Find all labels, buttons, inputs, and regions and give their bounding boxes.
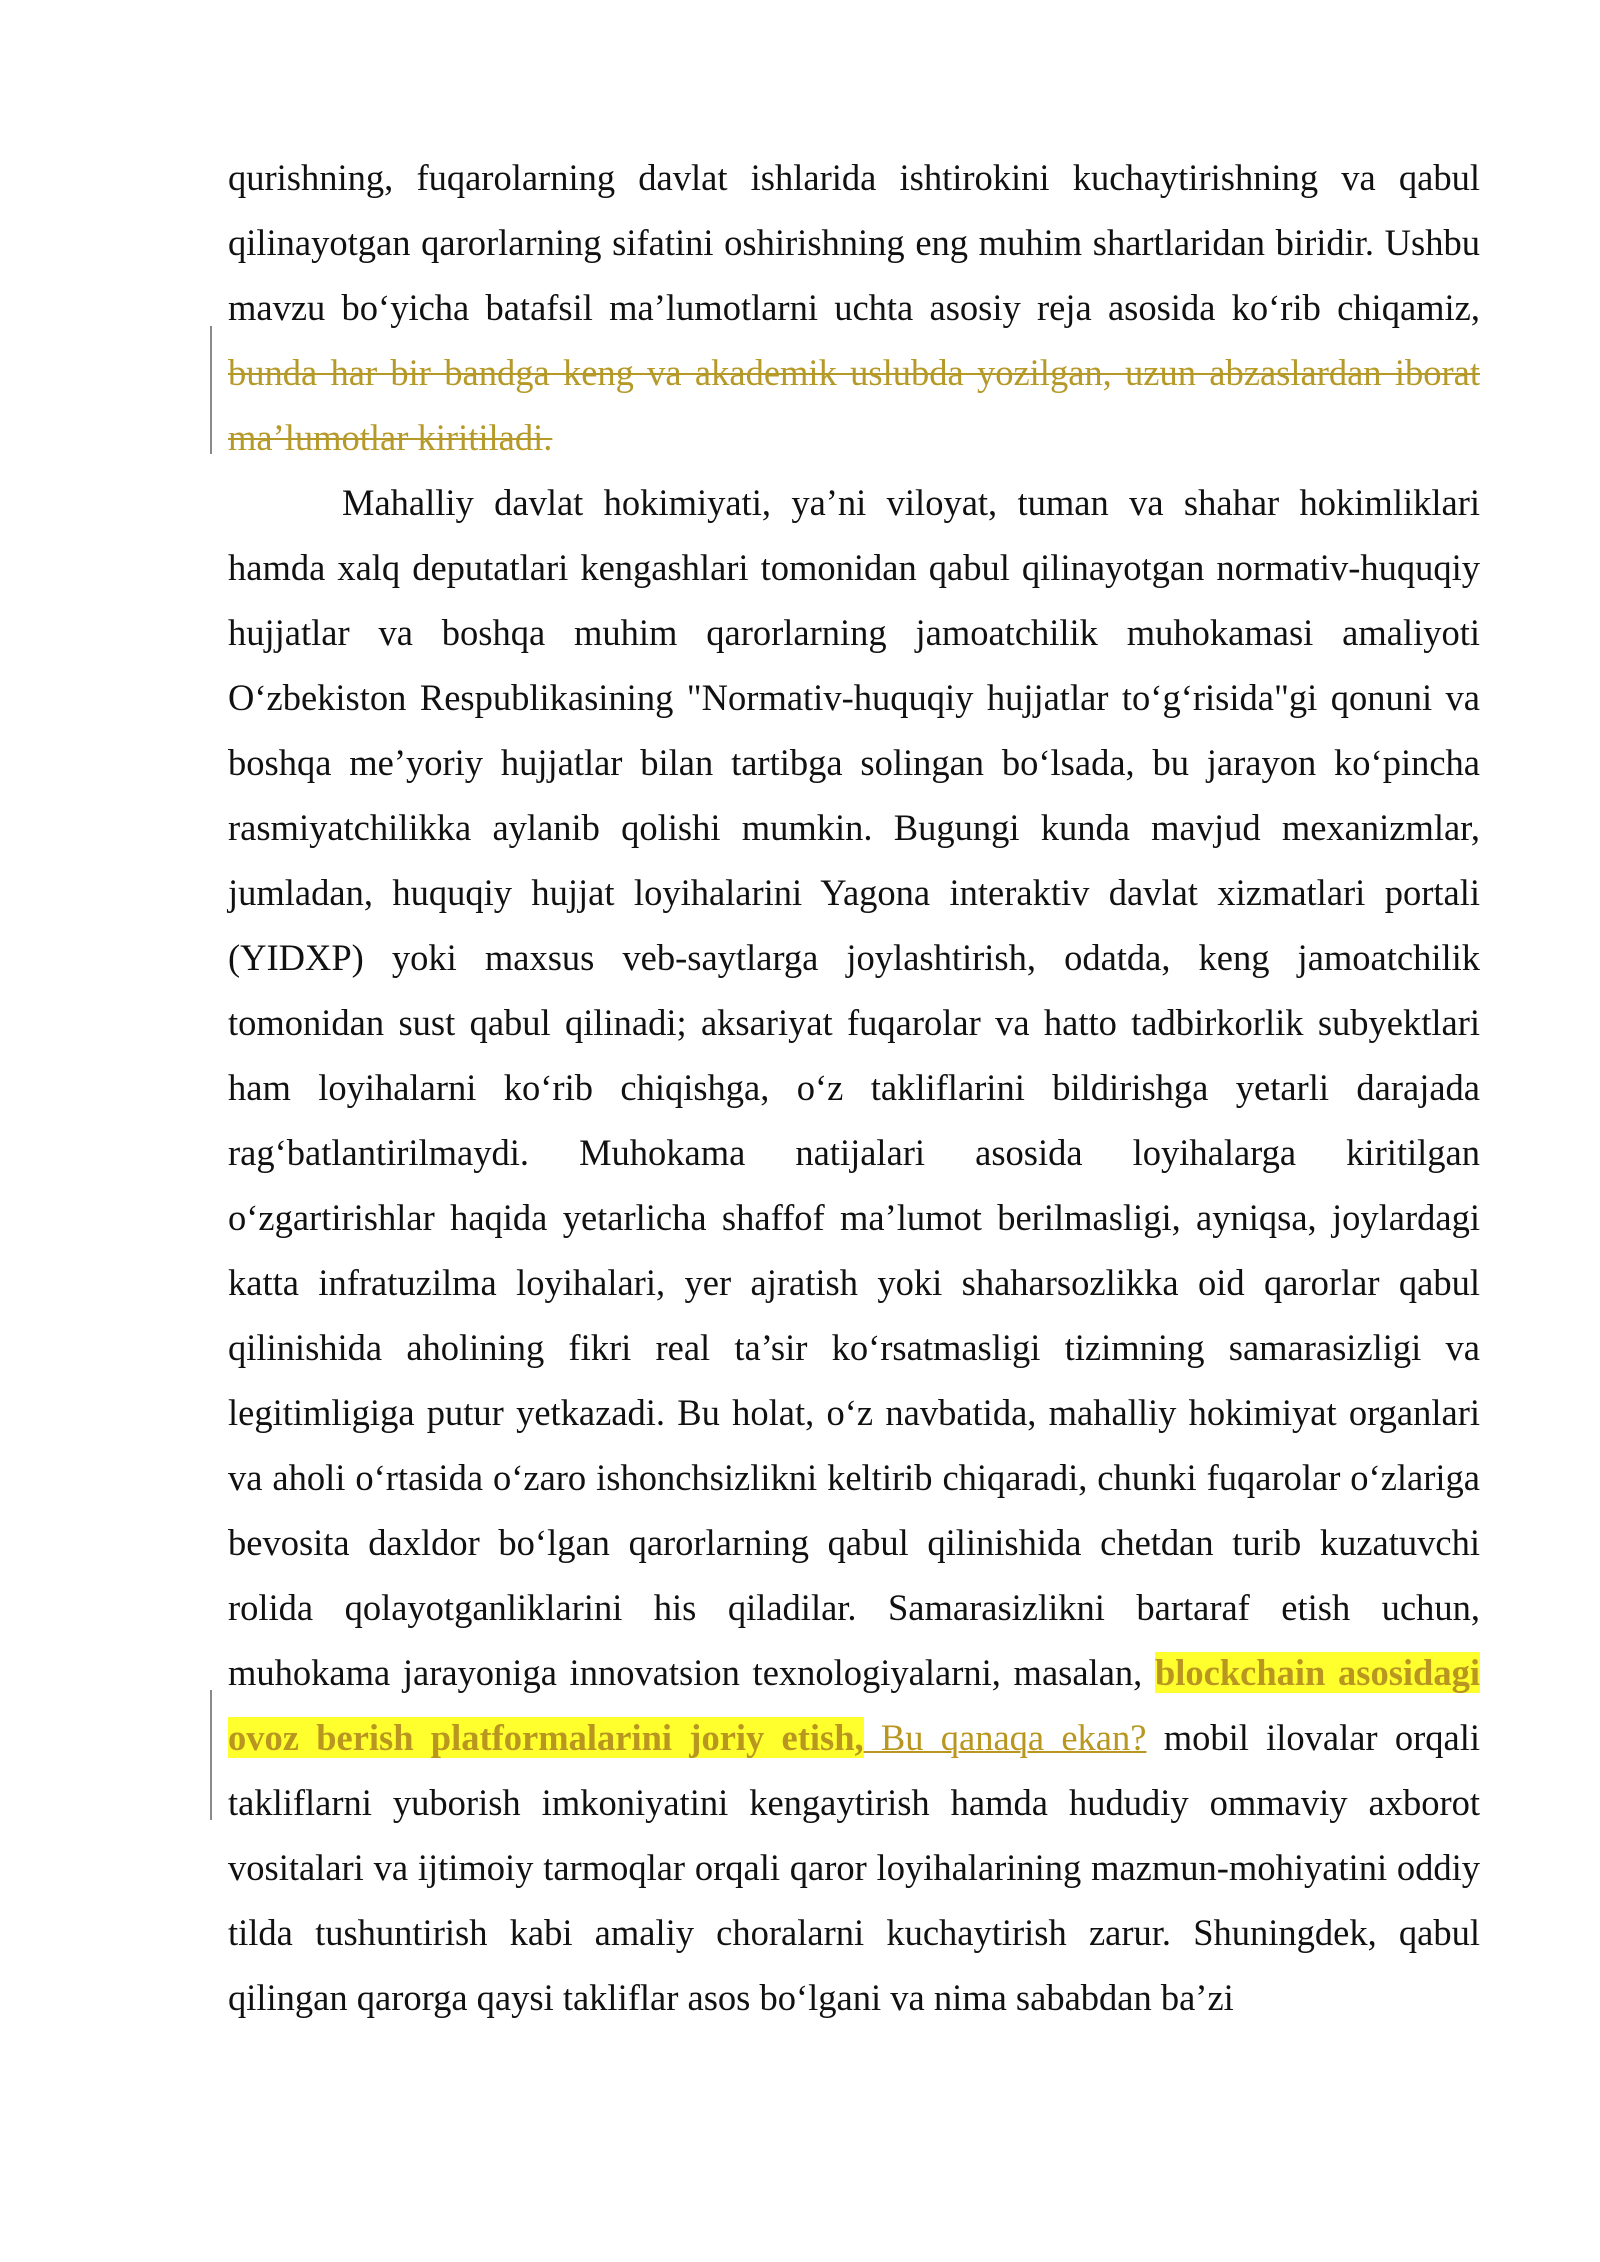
paragraph-2 — [228, 470, 1480, 2030]
change-bar — [210, 326, 212, 454]
tracked-insertion-comment[interactable]: Bu qanaqa ekan? — [863, 1717, 1147, 1758]
tracked-insertion-highlighted[interactable]: blockchain asosidagi ovoz berish platformalarini joriy etish, — [228, 1652, 1480, 1758]
change-bar — [210, 1690, 212, 1820]
paragraph-2-text-before: Mahalliy davlat hokimiyati, ya’ni viloyat, tuman va shahar hokimliklari hamda xalq deputatlari kengashlari tomonidan qabul qilinayotgan normativ-huquqiy hujjatlar va boshqa muhim qarorlarning jamoatchilik muhokamasi amaliyoti O‘zbekiston Respublikasining "Normativ-huquqiy hujjatlar to‘g‘risida"gi qonuni va boshqa me’yoriy hujjatlar bilan tartibga solingan bo‘lsada, bu jarayon ko‘pincha rasmiyatchilikka aylanib qolishi mumkin. Bugungi kunda mavjud mexanizmlar, jumladan, huquqiy hujjat loyihalarini Yagona interaktiv davlat xizmatlari portali (YIDXP) yoki maxsus veb-saytlarga joylashtirish, odatda, keng jamoatchilik tomonidan sust qabul qilinadi; aksariyat fuqarolar va hatto tadbirkorlik subyektlari ham loyihalarni ko‘rib chiqishga, o‘z takliflarini bildirishga yetarli darajada rag‘batlantirilmaydi. Muhokama natijalari asosida loyihalarga kiritilgan o‘zgartirishlar haqida yetarlicha shaffof ma’lumot berilmasligi, ayniqsa, joylardagi katta infratuzilma loyihalari, yer ajratish yoki shaharsozlikka oid qarorlar qabul qilinishida aholining fikri real ta’sir ko‘rsatmasligi tizimning samarasizligi va legitimligiga putur yetkazadi. Bu holat, o‘z navbatida, mahalliy hokimiyat organlari va aholi o‘rtasida o‘zaro ishonchsizlikni keltirib chiqaradi, chunki fuqarolar o‘zlariga bevosita daxldor bo‘lgan qarorlarning qabul qilinishida chetdan turib kuzatuvchi rolida qolayotganliklarini his qiladilar. Samarasizlikni bartaraf etish uchun, muhokama jarayoniga innovatsion texnologiyalarni, masalan, — [228, 482, 1480, 1693]
paragraph-2-text-after: mobil ilovalar orqali takliflarni yuborish imkoniyatini kengaytirish hamda hududiy ommaviy axborot vositalari va ijtimoiy tarmoqlar orqali qaror loyihalarining mazmun-mohiyatini oddiy tilda tushuntirish kabi amaliy choralarni kuchaytirish zarur. Shuningdek, qabul qilingan qarorga qaysi takliflar asos bo‘lgani va nima sababdan ba’zi — [228, 1717, 1480, 2018]
paragraph-1-text: qurishning, fuqarolarning davlat ishlarida ishtirokini kuchaytirishning va qabul qilinayotgan qarorlarning sifatini oshirishning eng muhim shartlaridan biridir. Ushbu mavzu bo‘yicha batafsil ma’lumotlarni uchta asosiy reja asosida ko‘rib chiqamiz, — [228, 157, 1480, 328]
tracked-deletion[interactable]: bunda har bir bandga keng va akademik uslubda yozilgan, uzun abzaslardan iborat ma’lumotlar kiritiladi. — [228, 352, 1480, 458]
document-body — [228, 145, 1480, 2030]
paragraph-1 — [228, 145, 1480, 470]
